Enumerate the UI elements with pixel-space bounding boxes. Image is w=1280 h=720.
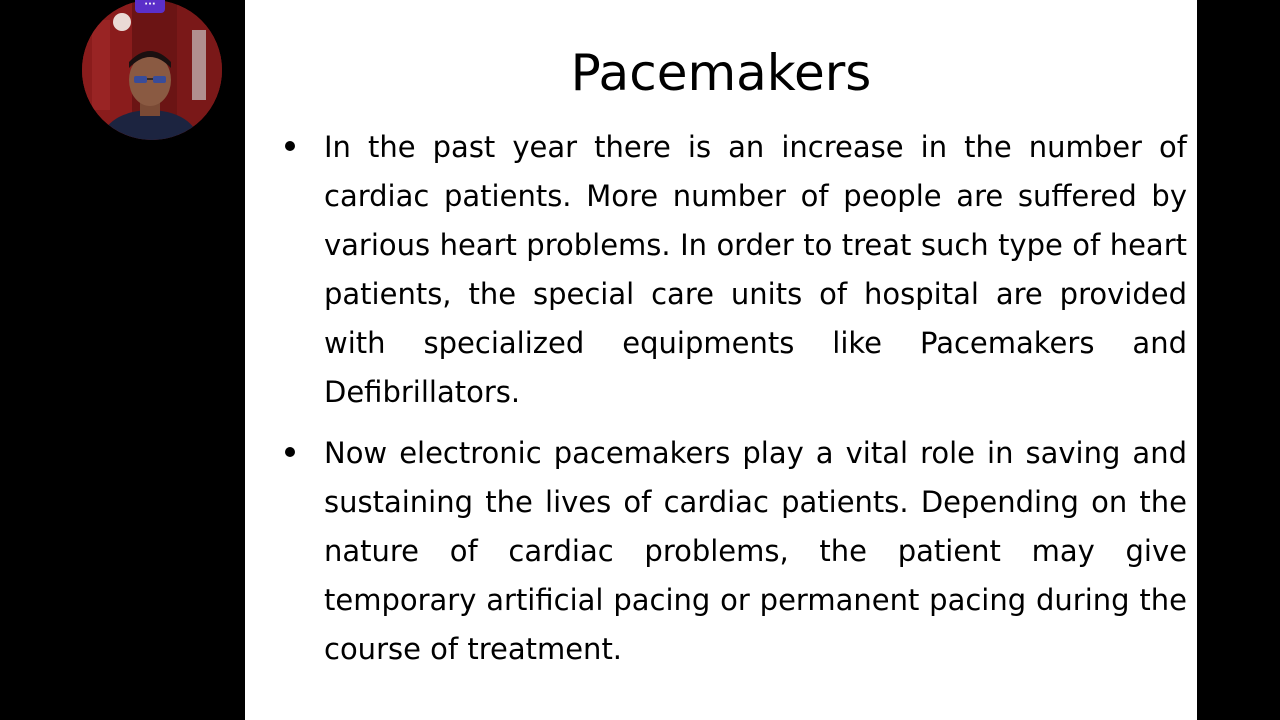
bullet-item: [285, 123, 1187, 417]
bullet-dot-icon: [285, 447, 295, 457]
bullet-text: Now electronic pacemakers play a vital role in saving and sustaining the lives of cardiac patients. Depending on the nature of cardiac problems, the patient may give temporary artificial pacing or permanent pacing during the course of treatment.: [324, 436, 1187, 666]
more-options-button[interactable]: [135, 0, 165, 13]
bullet-text: In the past year there is an increase in the number of cardiac patients. More number of people are suffered by various heart problems. In order to treat such type of heart patients, the special care units of hospital are provided with specialized equipments like Pacemakers and Defibrillators.: [324, 130, 1187, 409]
bullet-item: [285, 429, 1187, 674]
slide-title: Pacemakers: [570, 44, 872, 102]
slide: [245, 0, 1197, 720]
bullet-list: [285, 123, 1187, 686]
bullet-dot-icon: [285, 141, 295, 151]
presenter-video-feed: [82, 0, 222, 140]
presenter-webcam[interactable]: [82, 0, 222, 140]
more-options-icon: ···: [144, 0, 156, 10]
